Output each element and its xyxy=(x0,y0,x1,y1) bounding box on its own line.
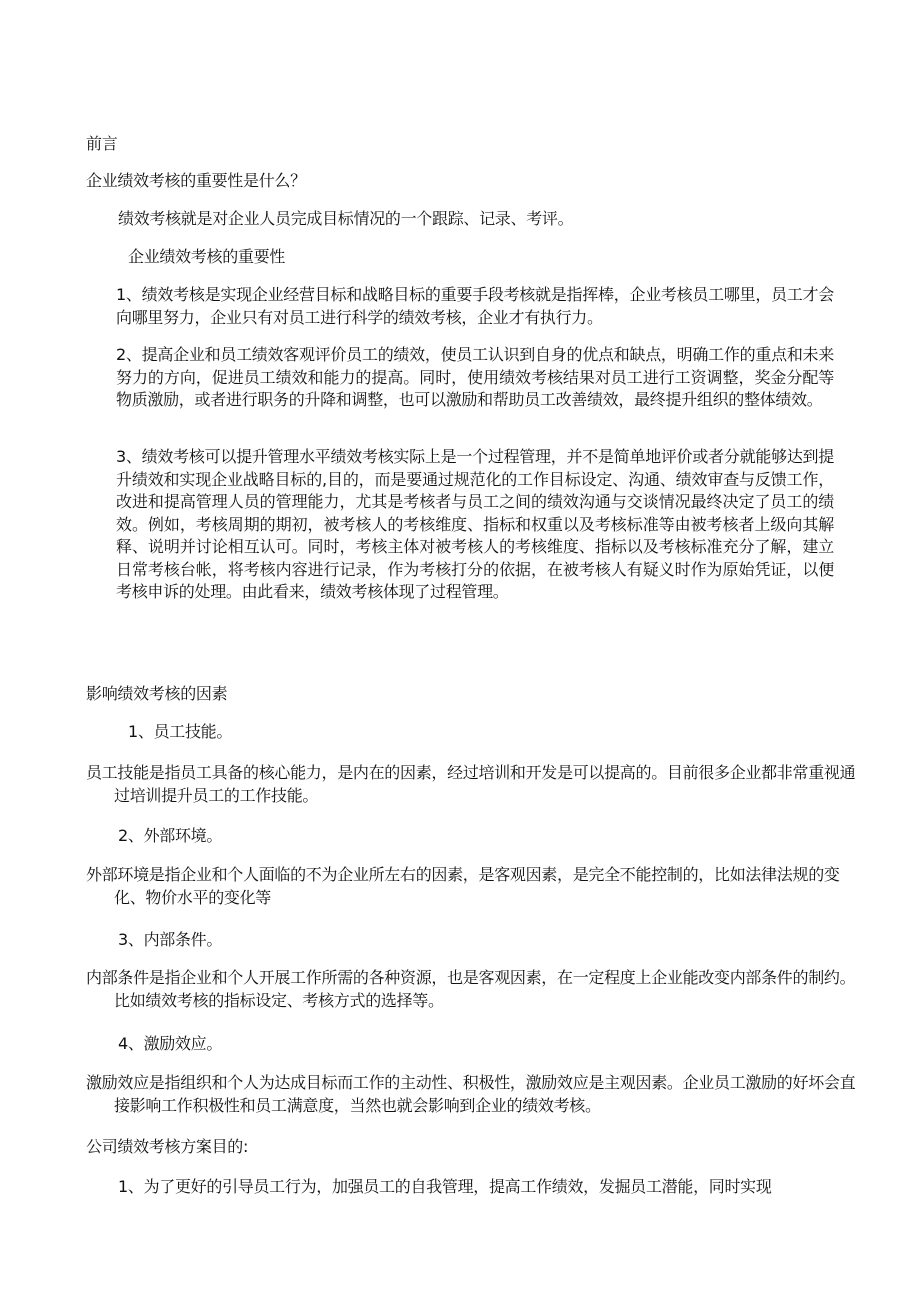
plan-heading: 公司绩效考核方案目的: xyxy=(86,1137,249,1156)
importance-point-2: 2、提高企业和员工绩效客观评价员工的绩效，使员工认识到自身的优点和缺点，明确工作的重点和未来努力的方向，促进员工绩效和能力的提高。同时，使用绩效考核结果对员工进行工资调整，奖金分配等物质激励，或者进行职务的升降和调整，也可以激励和帮助员工改善绩效，最终提升组织的整体绩效。 xyxy=(116,345,834,409)
factor-title-1: 1、员工技能。 xyxy=(128,722,233,741)
factor-title-2: 2、外部环境。 xyxy=(118,826,223,845)
factor-desc-1: 员工技能是指员工具备的核心能力，是内在的因素，经过培训和开发是可以提高的。目前很多企业都非常重视通过培训提升员工的工作技能。 xyxy=(86,763,856,805)
factor-desc-2: 外部环境是指企业和个人面临的不为企业所左右的因素，是客观因素，是完全不能控制的，比如法律法规的变化、物价水平的变化等 xyxy=(86,865,840,907)
factor-title-3: 3、内部条件。 xyxy=(118,930,223,949)
factor-desc-4: 激励效应是指组织和个人为达成目标而工作的主动性、积极性，激励效应是主观因素。企业员工激励的好坏会直接影响工作积极性和员工满意度，当然也就会影响到企业的绩效考核。 xyxy=(86,1073,856,1115)
definition-paragraph: 绩效考核就是对企业人员完成目标情况的一个跟踪、记录、考评。 xyxy=(118,209,574,228)
importance-point-1: 1、绩效考核是实现企业经营目标和战略目标的重要手段考核就是指挥棒，企业考核员工哪里，员工才会向哪里努力，企业只有对员工进行科学的绩效考核，企业才有执行力。 xyxy=(116,285,834,327)
plan-point-1: 1、为了更好的引导员工行为，加强员工的自我管理，提高工作绩效，发掘员工潜能，同时实现 xyxy=(118,1177,772,1196)
factors-heading: 影响绩效考核的因素 xyxy=(86,684,228,703)
preface-heading: 前言 xyxy=(86,134,118,153)
importance-point-3: 3、绩效考核可以提升管理水平绩效考核实际上是一个过程管理，并不是简单地评价或者分就能够达到提升绩效和实现企业战略目标的,目的，而是要通过规范化的工作目标设定、沟通、绩效审查与反馈工作，改进和提高管理人员的管理能力，尤其是考核者与员工之间的绩效沟通与交谈情况最终决定了员工的绩效。例如，考核周期的期初，被考核人的考核维度、指标和权重以及考核标准等由被考核者上级向其解释、说明并讨论相互认可。同时，考核主体对被考核人的考核维度、指标以及考核标准充分了解，建立日常考核台帐，将考核内容进行记录，作为考核打分的依据，在被考核人有疑义时作为原始凭证，以便考核申诉的处理。由此看来，绩效考核体现了过程管理。 xyxy=(116,447,834,601)
importance-heading: 企业绩效考核的重要性 xyxy=(128,247,286,266)
question-heading: 企业绩效考核的重要性是什么？ xyxy=(86,171,306,190)
factor-desc-3: 内部条件是指企业和个人开展工作所需的各种资源，也是客观因素，在一定程度上企业能改变内部条件的制约。比如绩效考核的指标设定、考核方式的选择等。 xyxy=(86,968,856,1010)
factor-title-4: 4、激励效应。 xyxy=(118,1034,223,1053)
